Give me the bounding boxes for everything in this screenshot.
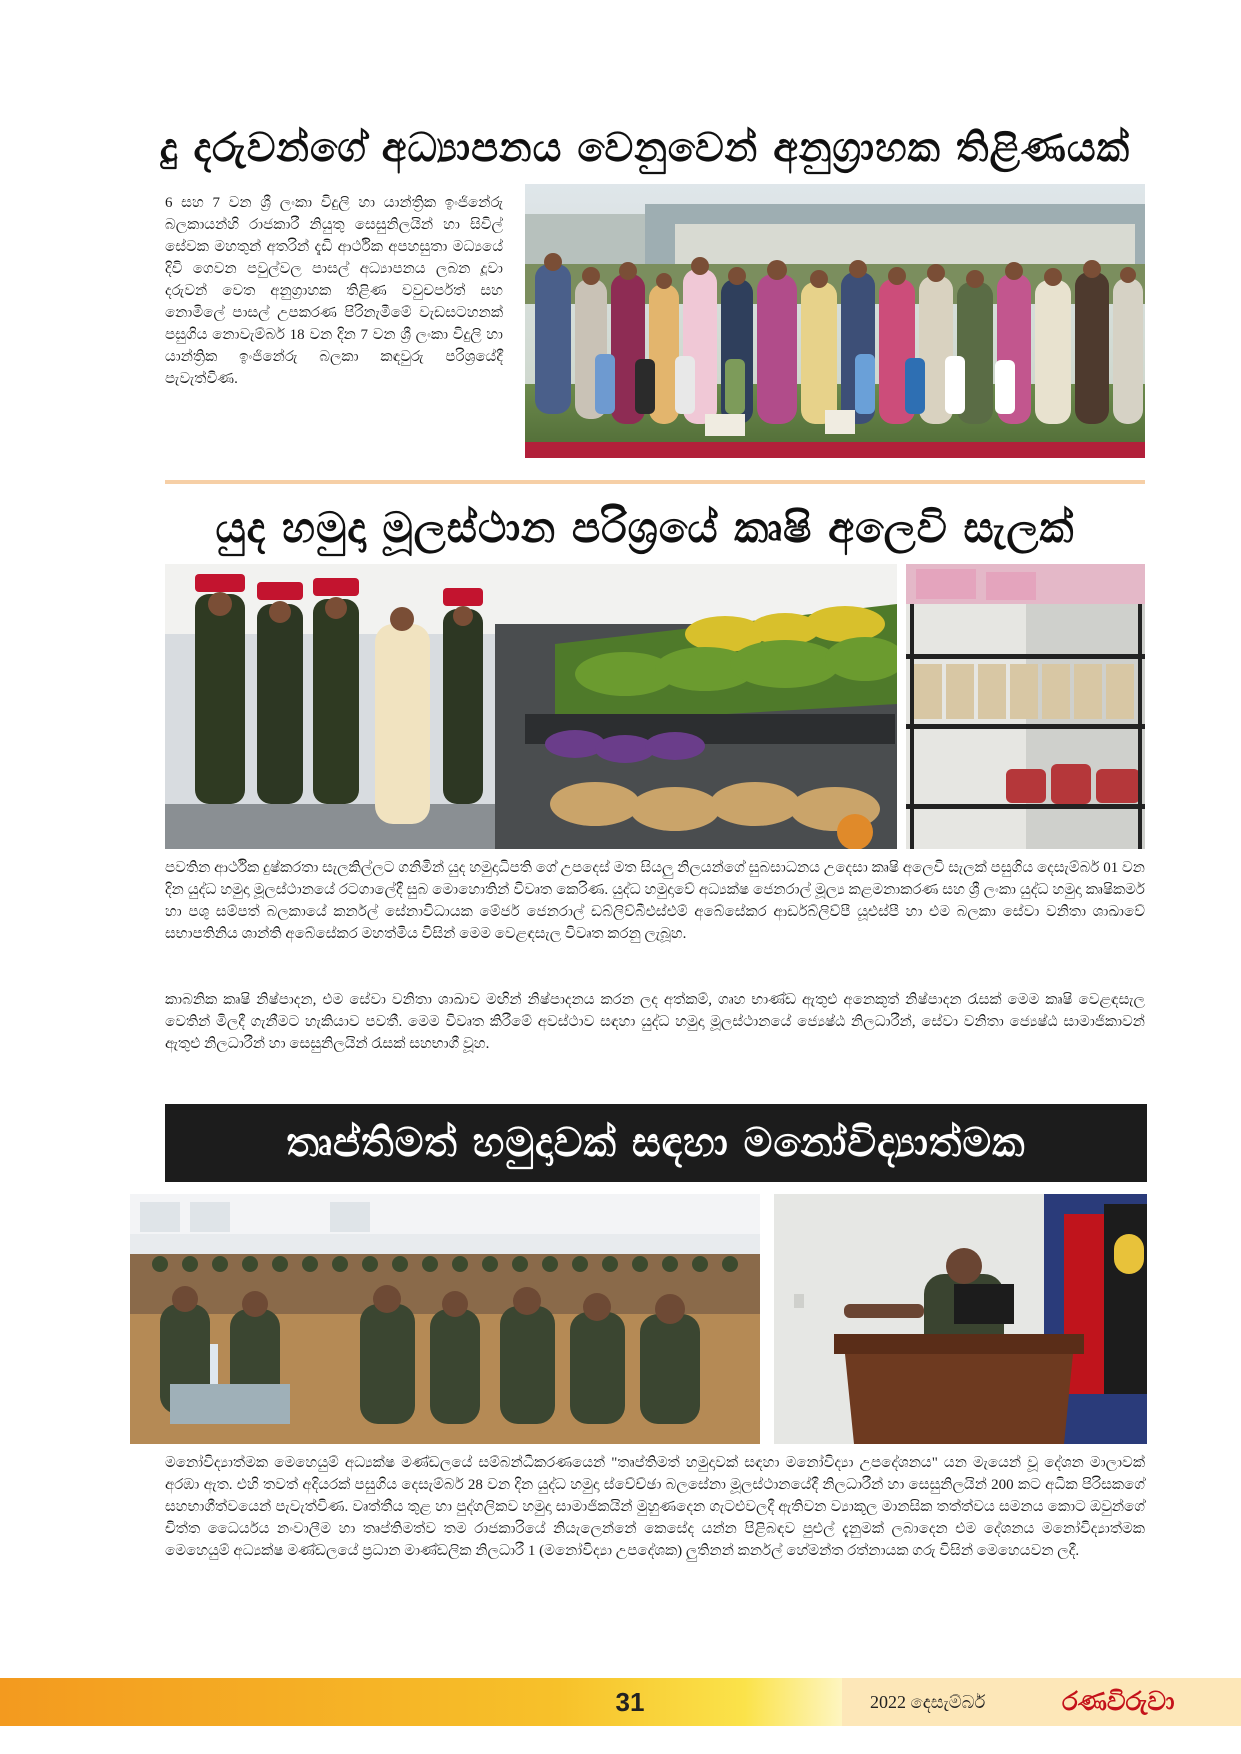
article2-para1: පවතින ආර්ථික දුෂ්කරතා සැලකිල්ලට ගනිමින් යුද හමුදාධිපති ගේ උපදෙස් මත සියලු නිලයන්ගේ සුබසාධනය උදෙසා කෘෂි අලෙවි සැලක් පසුගිය දෙසැම්බර් 01 වන දින යුද්ධ හමුදා මූලස්ථානයේ රටගාලේදී සුබ මොහොතින් විවෘත කෙරිණ. යුද්ධ හමුදාවේ අධ්‍යක්ෂ ජෙනරාල් මූල්‍ය කළමනාකරණ සහ ශ්‍රී ලංකා යුද්ධ හමුදා කෘෂිකර්ම හා පශු සම්පත් බලකායේ කර්නල් සේනාවිධායක මේජර් ජෙනරාල් ඩබ්ලිව්බීඑස්එම් අබේසේකර ආර්ඩබ්ලිව්පී යූඑස්පී හා එම බලකා සේවා වනිතා ශාඛාවේ සභාපතිනිය ශාන්ති අබේසේකර මහත්මිය විසින් මෙම වෙළඳසැල විවෘත කරනු ලැබූහ.: [165, 860, 1145, 942]
article2-headline: යුද හමුදා මූලස්ථාන පරිශ්‍රයේ කෘෂි අලෙවි සැලක්: [215, 503, 1075, 552]
page-number: 31: [615, 1687, 645, 1717]
lecturer-photo: [774, 1194, 1147, 1444]
magazine-logo: රණවිරුවා: [1062, 1687, 1175, 1717]
section-divider: [165, 480, 1145, 484]
group-photo: [525, 184, 1145, 458]
lecture-audience-photo: [130, 1194, 760, 1444]
article3-body: මනෝවිද්‍යාත්මක මෙහෙයුම් අධ්‍යක්ෂ මණ්ඩලයේ සම්බන්ධීකරණයෙන් "තෘප්තිමත් හමුදාවක් සඳහා මනෝවිද්‍යා උපදේශනය" යන මැයෙන් වූ දේශන මාලාවක් අරඹා ඇත. එහි තවත් අදියරක් පසුගිය දෙසැම්බර් 28 වන දින යුද්ධ හමුදා ස්වේච්ඡා බලසේනා මූලස්ථානයේදී නිලධාරීන් හා සෙසුනිලයින් 200 කට අධික පිරිසකගේ සහභාගීත්වයෙන් පැවැත්විණ. වෘත්තීය තුළ හා පුද්ගලිකව හමුදා සාමාජිකයින් මුහුණදෙන ගැටළුවලදී ඇතිවන ව්‍යාකූල මානසික තත්ත්වය සමනය කොට ඔවුන්ගේ චිත්ත ධෛර්යය නංවාලීම හා තෘප්තිමත්ව තම රාජකාරියේ නියැලෙන්නේ කෙසේද යන්න පිළිබඳව පුළුල් දැනුමක් ලබාදෙන එම දේශනය මනෝවිද්‍යාත්මක මෙහෙයුම් අධ්‍යක්ෂ මණ්ඩලයේ ප්‍රධාන මාණ්ඩලික නිලධාරී 1 (මනෝවිද්‍යා උපදේශක) ලුතිනන් කර්නල් හේමන්ත රත්නායක ගරු විසින් මෙහෙයවන ලදී.: [165, 1455, 1145, 1559]
shop-opening-photo: [165, 564, 897, 849]
article1-body: 6 සහ 7 වන ශ්‍රී ලංකා විදුලි හා යාන්ත්‍රික ඉංජිනේරු බලකායන්හි රාජකාරී නියුතු සෙසුනිලයින් හා සිවිල් සේවක මහතුන් අතරින් දැඩි ආර්ථික අපහසුතා මධ්‍යයේ දිවි ගෙවන පවුල්වල පාසල් අධ්‍යාපනය ලබන දූවා දරුවන් වෙත අනුග්‍රාහක තිළිණ වවුචර්පත් සහ නොමිලේ පාසල් උපකරණ පිරිනැමීමේ වැඩසටහනක් පසුගිය නොවැම්බර් 18 වන දින 7 වන ශ්‍රී ලංකා විදුලි හා යාන්ත්‍රික ඉංජිනේරු බලකා කඳවුරු පරිශ්‍රයේදී පැවැත්විණ.: [165, 195, 503, 387]
article1-headline: දු දරුවන්ගේ අධ්‍යාපනය වෙනුවෙන් අනුග්‍රාහක තිළිණයක්: [159, 125, 1131, 171]
article2-para2: කාබනික කෘෂි නිෂ්පාදන, එම සේවා වනිතා ශාඛාව මඟින් නිෂ්පාදනය කරන ලද අත්කම්, ගෘහ භාණ්ඩ ඇතුළු අනෙකුත් නිෂ්පාදන රැසක් මෙම කෘෂි වෙළඳසැල වෙතින් මිලදී ගැනීමට හැකියාව පවතී. මෙම විවෘත කිරීමේ අවස්ථාව සඳහා යුද්ධ හමුදා මූලස්ථානයේ ජ්‍යෙෂ්ඨ නිලධාරීන්, සේවා වනිතා ජ්‍යෙෂ්ඨ සාමාජිකාවන් ඇතුළු නිලධාරීන් හා සෙසුනිලයින් රැසක් සහභාගී වූහ.: [165, 992, 1145, 1052]
article3-headline: තෘප්තිමත් හමුදාවක් සඳහා මනෝවිද්‍යාත්මක: [286, 1120, 1026, 1166]
issue-date: 2022 දෙසැම්බර්: [870, 1692, 986, 1712]
shop-shelves-photo: [906, 564, 1145, 849]
